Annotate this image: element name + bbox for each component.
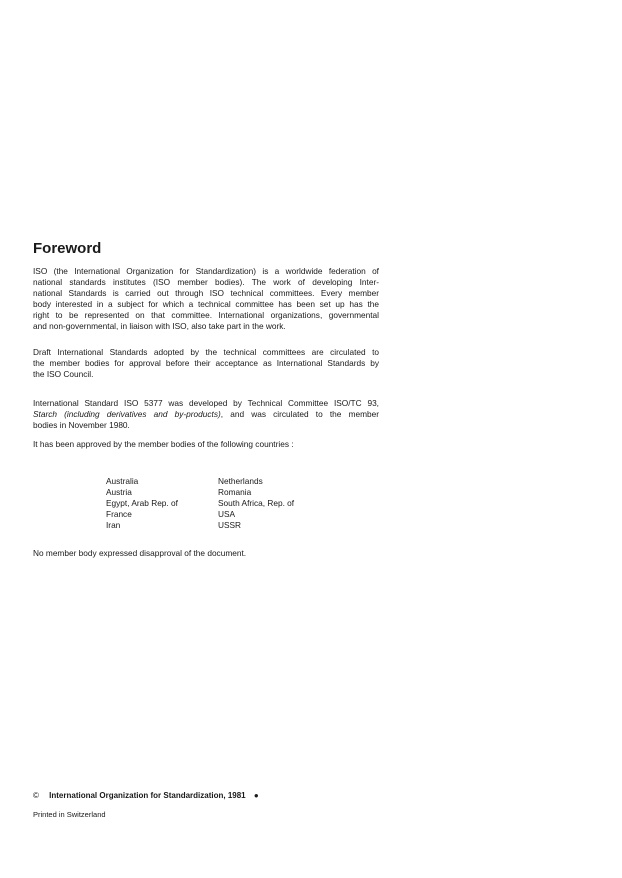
copyright-text: International Organization for Standardization, 1981 bbox=[49, 791, 246, 800]
copyright-line bbox=[33, 791, 259, 800]
text-line: body interested in a subject for which a technical committee has been set up has the bbox=[33, 299, 379, 309]
country-item: Australia bbox=[106, 476, 139, 486]
country-column-2 bbox=[218, 476, 294, 531]
country-item: USSR bbox=[218, 520, 242, 530]
text-line: Draft International Standards adopted by the technical committees are circulated to bbox=[33, 347, 379, 357]
text-line: national Standards is carried out through ISO technical committees. Every member bbox=[33, 288, 379, 298]
country-item: France bbox=[106, 509, 132, 519]
text-line: right to be represented on that committee. International organizations, governmental bbox=[33, 310, 379, 320]
country-column-1 bbox=[106, 476, 178, 531]
text-line: No member body expressed disapproval of the document. bbox=[33, 548, 247, 558]
copyright-icon: © bbox=[33, 791, 39, 800]
country-item: Romania bbox=[218, 487, 252, 497]
text-fragment: , and was circulated to the member bbox=[220, 409, 380, 419]
committee-title: Starch (including derivatives and by-products) bbox=[33, 409, 221, 419]
text-line bbox=[33, 409, 379, 420]
text-line: International Standard ISO 5377 was developed by Technical Committee ISO/TC 93, bbox=[33, 398, 379, 408]
country-item: Austria bbox=[106, 487, 132, 497]
country-item: USA bbox=[218, 509, 236, 519]
bullet-icon: ● bbox=[253, 791, 259, 800]
country-item: South Africa, Rep. of bbox=[218, 498, 295, 508]
paragraph-disapproval bbox=[33, 548, 379, 559]
paragraph-approval bbox=[33, 439, 379, 450]
text-line: and non-governmental, in liaison with ISO, also take part in the work. bbox=[33, 321, 286, 331]
country-item: Netherlands bbox=[218, 476, 263, 486]
paragraph-draft-standards bbox=[33, 347, 379, 380]
page-title: Foreword bbox=[33, 240, 102, 257]
text-line: the ISO Council. bbox=[33, 369, 94, 379]
text-line: the member bodies for approval before their acceptance as International Standards by bbox=[33, 358, 379, 368]
text-line: bodies in November 1980. bbox=[33, 420, 130, 430]
country-item: Iran bbox=[106, 520, 121, 530]
country-item: Egypt, Arab Rep. of bbox=[106, 498, 178, 508]
text-line: national standards institutes (ISO member bodies). The work of developing Inter- bbox=[33, 277, 379, 287]
text-line: It has been approved by the member bodies of the following countries : bbox=[33, 439, 294, 449]
paragraph-iso-intro bbox=[33, 266, 379, 332]
paragraph-development bbox=[33, 398, 379, 431]
printed-in: Printed in Switzerland bbox=[33, 810, 106, 819]
text-line: ISO (the International Organization for Standardization) is a worldwide federation of bbox=[33, 266, 379, 276]
